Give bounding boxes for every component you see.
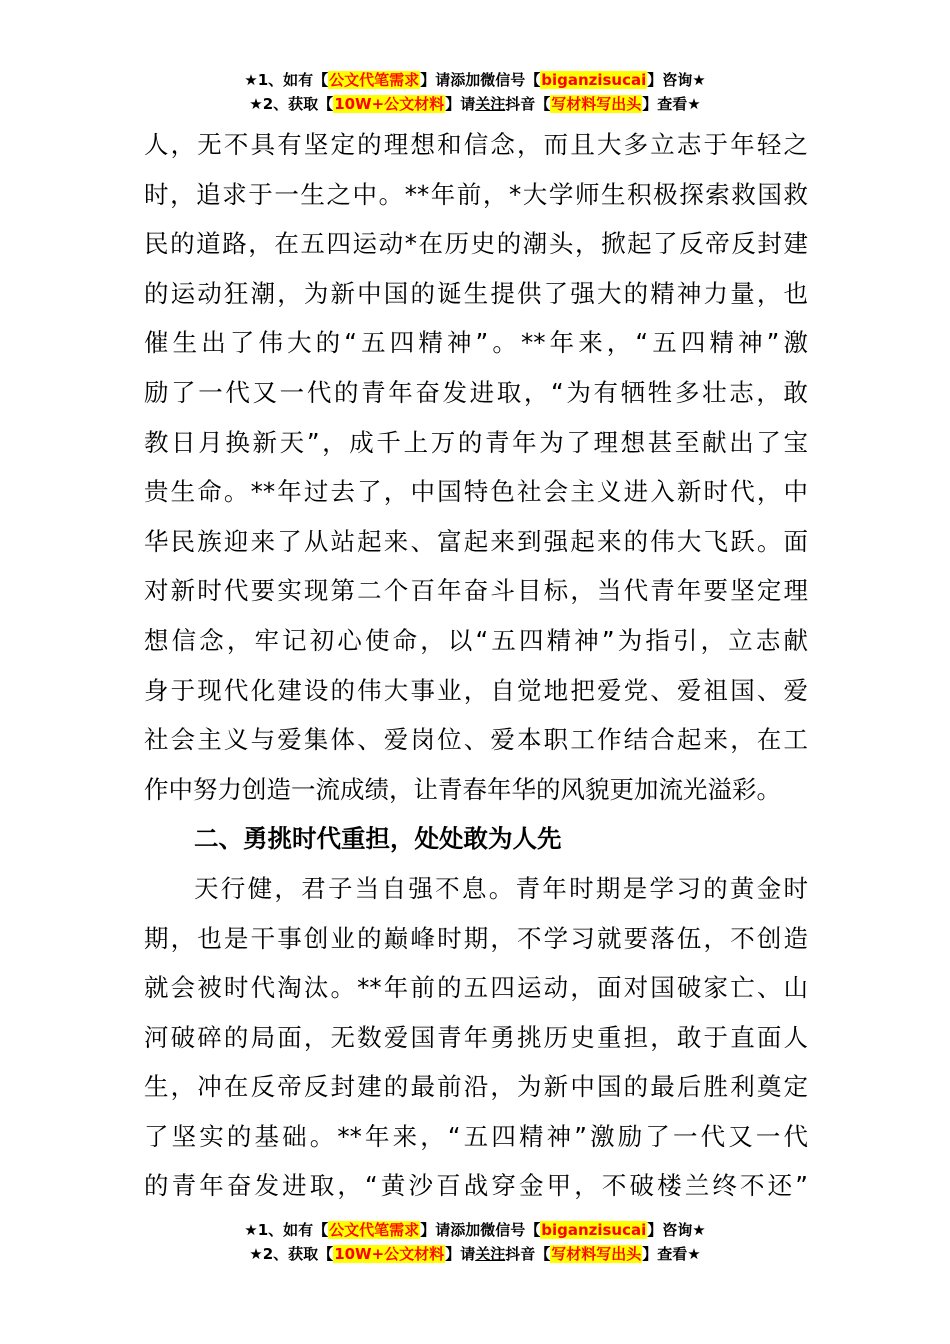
highlight-douyin: 写材料写出头 — [551, 1245, 642, 1263]
footer-banner — [0, 1218, 950, 1266]
paragraph-line: 时，追求于一生之中。**年前，*大学师生积极探索救国救 — [144, 179, 808, 209]
banner-line-1 — [0, 1218, 950, 1242]
document-body — [144, 120, 808, 1211]
paragraph-line: 就会被时代淘汰。**年前的五四运动，面对国破家亡、山 — [144, 973, 808, 1003]
paragraph-line: 的运动狂潮，为新中国的诞生提供了强大的精神力量，也 — [144, 278, 808, 308]
banner-text: 】请添加微信号【 — [420, 1221, 541, 1239]
paragraph-line: 民的道路，在五四运动*在历史的潮头，掀起了反帝反封建 — [144, 229, 808, 259]
banner-text: 抖音【 — [505, 1245, 551, 1263]
banner-line-2 — [0, 92, 950, 116]
paragraph-line: 的青年奋发进取，“黄沙百战穿金甲，不破楼兰终不还” — [144, 1171, 808, 1201]
paragraph-line: 了坚实的基础。**年来，“五四精神”激励了一代又一代 — [144, 1121, 808, 1151]
paragraph-line: 作中努力创造一流成绩，让青春年华的风貌更加流光溢彩。 — [144, 774, 781, 804]
paragraph-line: 励了一代又一代的青年奋发进取，“为有牺牲多壮志，敢 — [144, 377, 808, 407]
banner-text: ★1、如有【 — [244, 71, 329, 89]
highlight-service: 公文代笔需求 — [329, 1221, 420, 1239]
banner-text: 】查看★ — [642, 1245, 701, 1263]
paragraph-line: 生，冲在反帝反封建的最前沿，为新中国的最后胜利奠定 — [144, 1072, 808, 1102]
banner-underlined: 关注 — [475, 95, 506, 113]
highlight-wechat-id: biganzisucai — [541, 1221, 647, 1239]
paragraph-line: 期，也是干事创业的巅峰时期，不学习就要落伍，不创造 — [144, 923, 808, 953]
section-heading: 二、勇挑时代重担，处处敢为人先 — [194, 824, 562, 854]
banner-text: ★2、获取【 — [249, 1245, 334, 1263]
banner-text: ★1、如有【 — [244, 1221, 329, 1239]
paragraph-line: 教日月换新天”，成千上万的青年为了理想甚至献出了宝 — [144, 427, 808, 457]
highlight-materials: 10W+公文材料 — [334, 95, 445, 113]
highlight-materials: 10W+公文材料 — [334, 1245, 445, 1263]
banner-line-2 — [0, 1242, 950, 1266]
banner-text: 】咨询★ — [647, 71, 706, 89]
paragraph-line: 人，无不具有坚定的理想和信念，而且大多立志于年轻之 — [144, 130, 808, 159]
paragraph-line: 想信念，牢记初心使命，以“五四精神”为指引，立志献 — [144, 625, 808, 655]
banner-underlined: 关注 — [475, 1245, 506, 1263]
header-banner — [0, 68, 950, 116]
banner-text: 】请 — [445, 1245, 476, 1263]
highlight-service: 公文代笔需求 — [329, 71, 420, 89]
banner-text: 】请添加微信号【 — [420, 71, 541, 89]
paragraph-line: 华民族迎来了从站起来、富起来到强起来的伟大飞跃。面 — [144, 526, 808, 556]
banner-text: 】请 — [445, 95, 476, 113]
highlight-douyin: 写材料写出头 — [551, 95, 642, 113]
paragraph-line: 催生出了伟大的“五四精神”。**年来，“五四精神”激 — [144, 328, 808, 358]
paragraph-line: 对新时代要实现第二个百年奋斗目标，当代青年要坚定理 — [144, 576, 808, 606]
banner-text: 抖音【 — [505, 95, 551, 113]
banner-line-1 — [0, 68, 950, 92]
paragraph-line: 社会主义与爱集体、爱岗位、爱本职工作结合起来，在工 — [144, 725, 808, 755]
paragraph-line: 天行健，君子当自强不息。青年时期是学习的黄金时 — [194, 873, 808, 903]
paragraph-line: 身于现代化建设的伟大事业，自觉地把爱党、爱祖国、爱 — [144, 675, 808, 705]
banner-text: ★2、获取【 — [249, 95, 334, 113]
paragraph-line: 贵生命。**年过去了，中国特色社会主义进入新时代，中 — [144, 477, 808, 507]
banner-text: 】咨询★ — [647, 1221, 706, 1239]
paragraph-line: 河破碎的局面，无数爱国青年勇挑历史重担，敢于直面人 — [144, 1022, 808, 1052]
banner-text: 】查看★ — [642, 95, 701, 113]
highlight-wechat-id: biganzisucai — [541, 71, 647, 89]
